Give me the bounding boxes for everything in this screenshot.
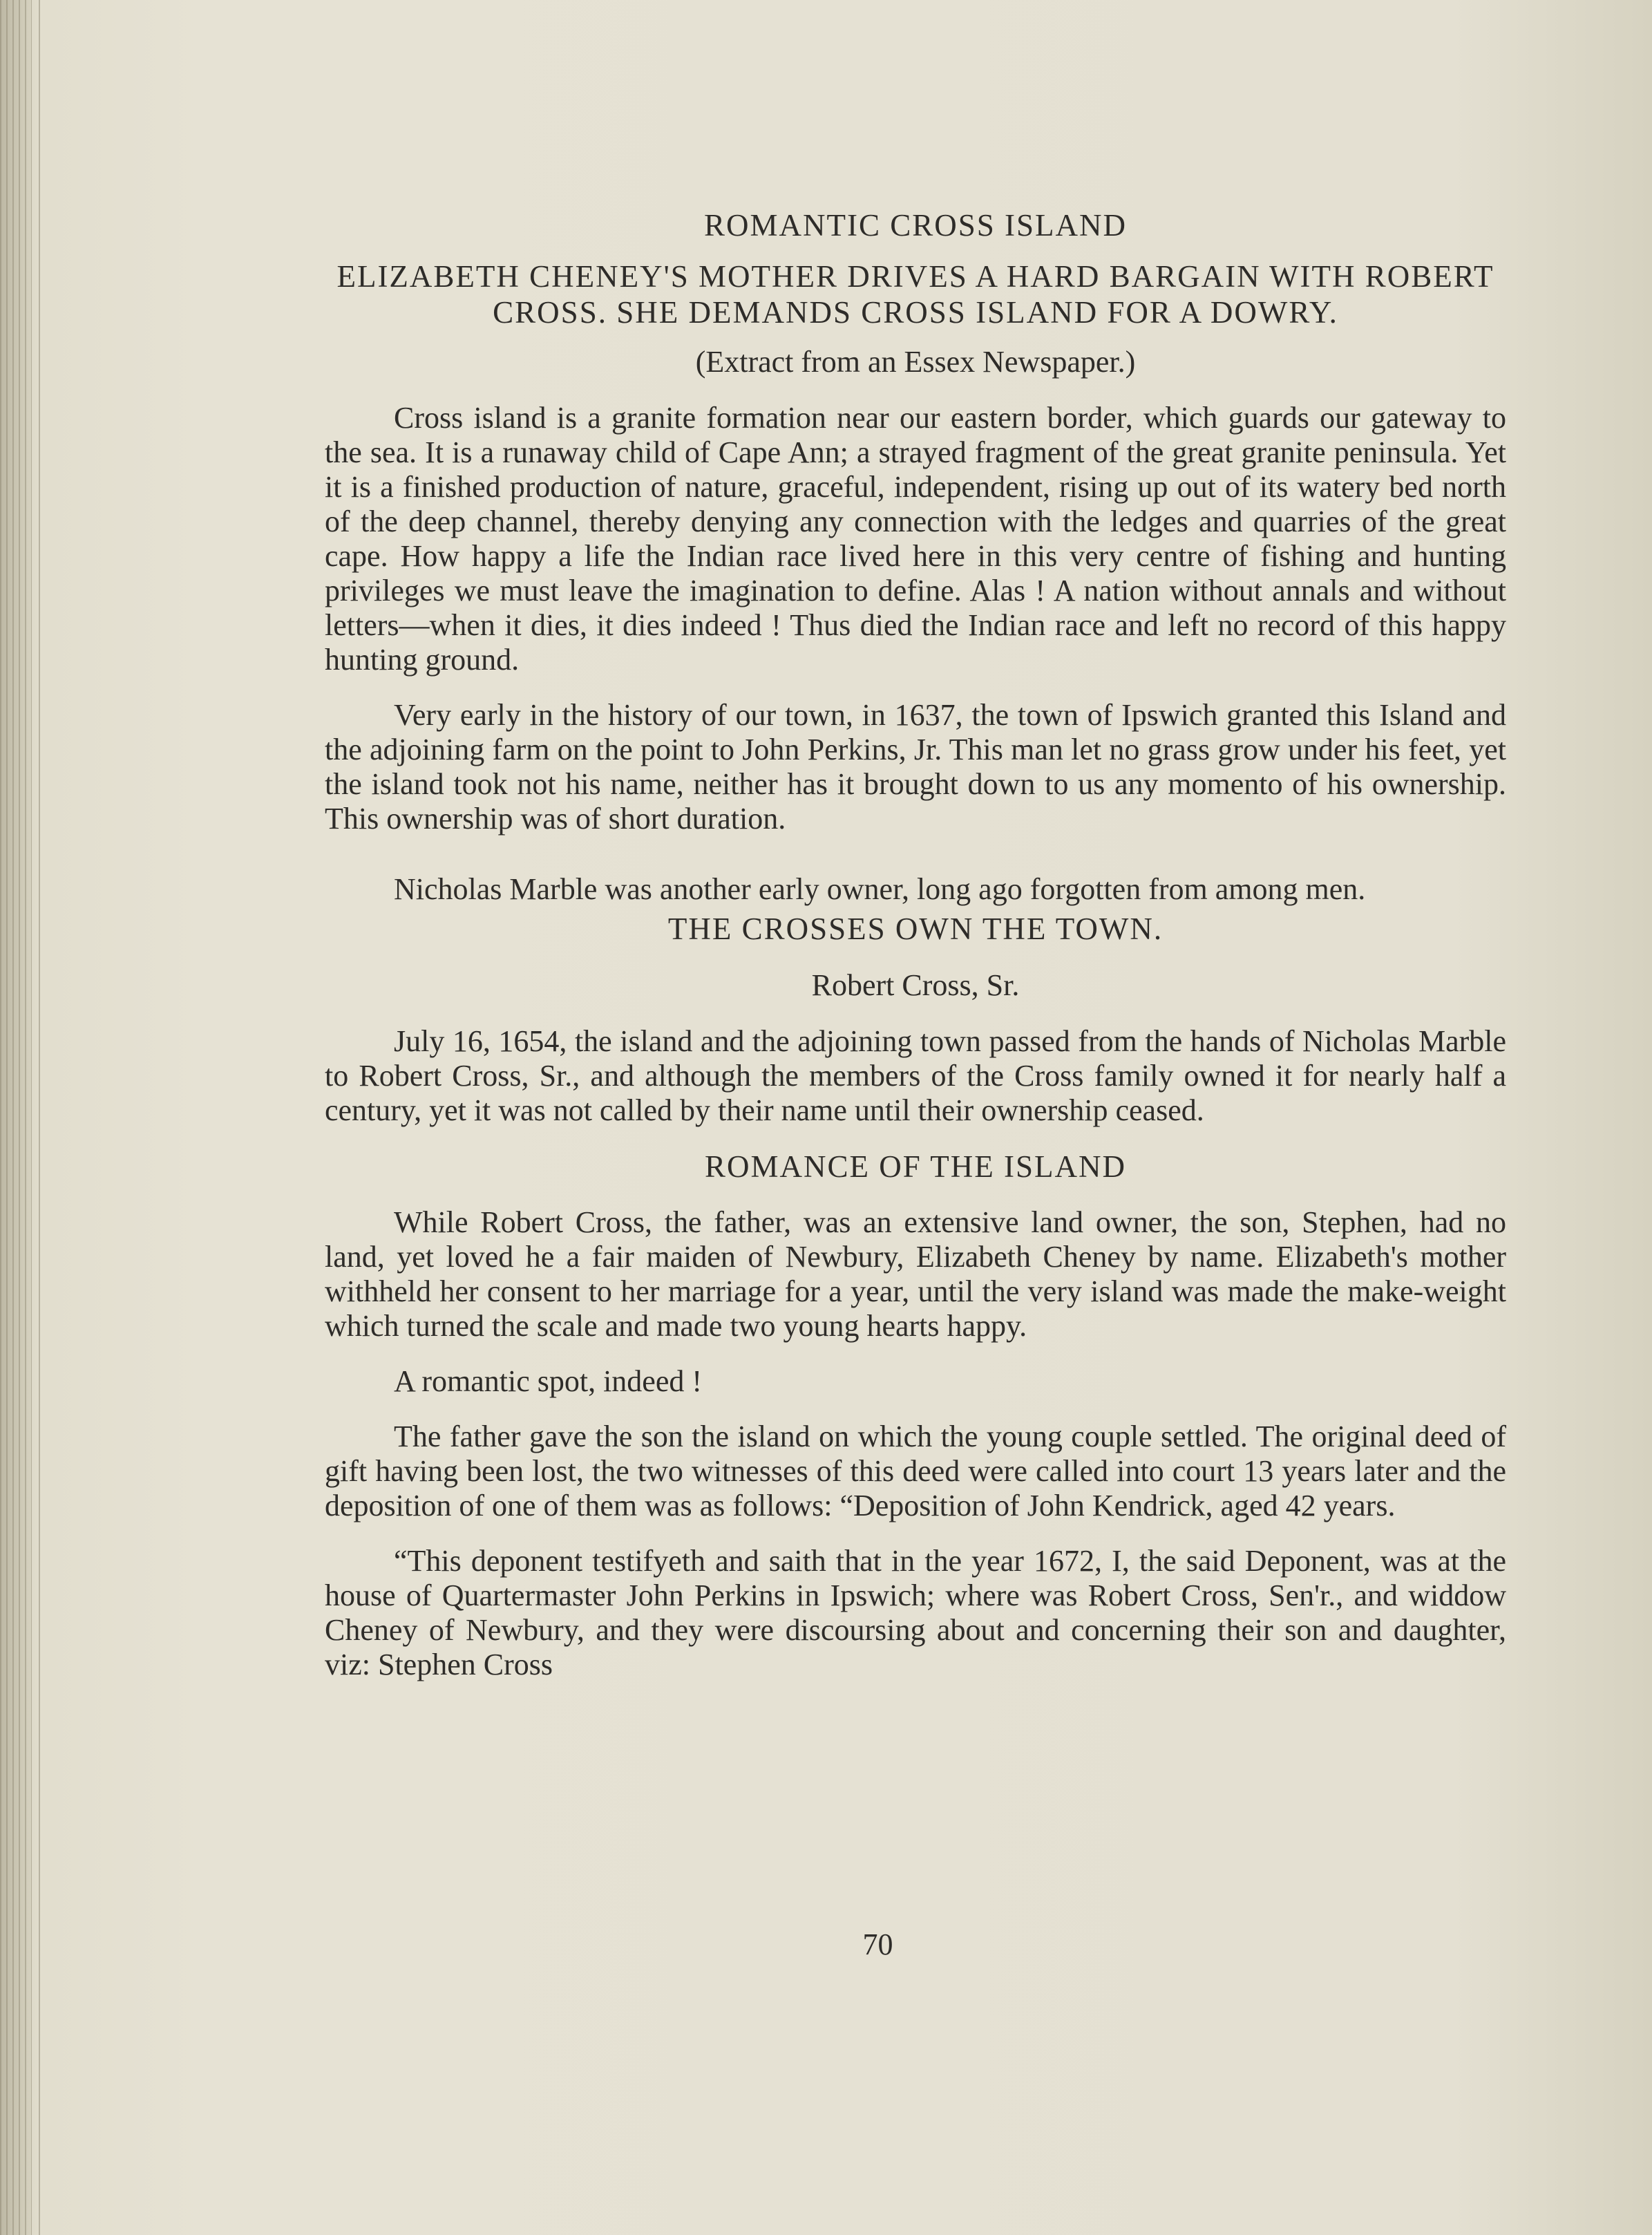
section-heading-romance: ROMANCE OF THE ISLAND [705,1149,1126,1184]
paragraph-nicholas-marble: Nicholas Marble was another early owner, long ago forgotten from among men. [394,872,1366,906]
section-byline: Robert Cross, Sr. [811,968,1020,1002]
page-fold-line [39,0,40,2235]
source-note: (Extract from an Essex Newspaper.) [695,345,1136,379]
page-binding-edge [0,0,32,2235]
paragraph-early-history: Very early in the history of our town, in 1637, the town of Ipswich granted this Island and the adjoining farm on the point to John Perkins, Jr. This man let no grass grow under his feet, yet the island took not his name, neither has it brought down to us any momento of his ownership. This ownership was of short duration. [325,698,1506,836]
paragraph-deed-of-gift: The father gave the son the island on which the young couple settled. The original deed of gift having been lost, the two witnesses of this deed were called into court 13 years later and the deposition of one of them was as follows: “Deposition of John Kendrick, aged 42 years. [325,1420,1506,1522]
page-number: 70 [862,1927,893,1961]
article-subtitle: ELIZABETH CHENEY'S MOTHER DRIVES A HARD BARGAIN WITH ROBERT CROSS. SHE DEMANDS CROSS ISLAND FOR A DOWRY. [336,259,1494,330]
article-title: ROMANTIC CROSS ISLAND [703,208,1128,243]
paragraph-cross-island: Cross island is a granite formation near our eastern border, which guards our gateway to the sea. It is a runaway child of Cape Ann; a strayed fragment of the great granite peninsula. Yet it is a finished production of nature, graceful, independent, rising up out of its watery bed north of the deep channel, thereby denying any connection with the ledges and quarries of the great cape. How happy a life the Indian race lived here in this very centre of fishing and hunting privileges we must leave the imagination to define. Alas ! A nation without annals and without letters—when it dies, it dies indeed ! Thus died the Indian race and left no record of this happy hunting ground. [325,401,1506,677]
paragraph-romantic-spot: A romantic spot, indeed ! [394,1364,703,1398]
section-heading-crosses: THE CROSSES OWN THE TOWN. [667,912,1164,946]
paragraph-stephen-cross: While Robert Cross, the father, was an extensive land owner, the son, Stephen, had no land, yet loved he a fair maiden of Newbury, Elizabeth Cheney by name. Elizabeth's mother withheld her consent to her marriage for a year, until the very island was made the make-weight which turned the scale and made two young hearts happy. [325,1205,1506,1343]
paragraph-deposition: “This deponent testifyeth and saith that in the year 1672, I, the said Deponent, was at the house of Quartermaster John Perkins in Ipswich; where was Robert Cross, Sen'r., and widdow Cheney of Newbury, and they were discoursing about and concerning their son and daughter, viz: Stephen Cross [325,1544,1506,1681]
article-body [325,200,1506,1682]
paragraph-robert-cross: July 16, 1654, the island and the adjoining town passed from the hands of Nicholas Marble to Robert Cross, Sr., and although the members of the Cross family owned it for nearly half a century, yet it was not called by their name until their ownership ceased. [325,1024,1506,1127]
